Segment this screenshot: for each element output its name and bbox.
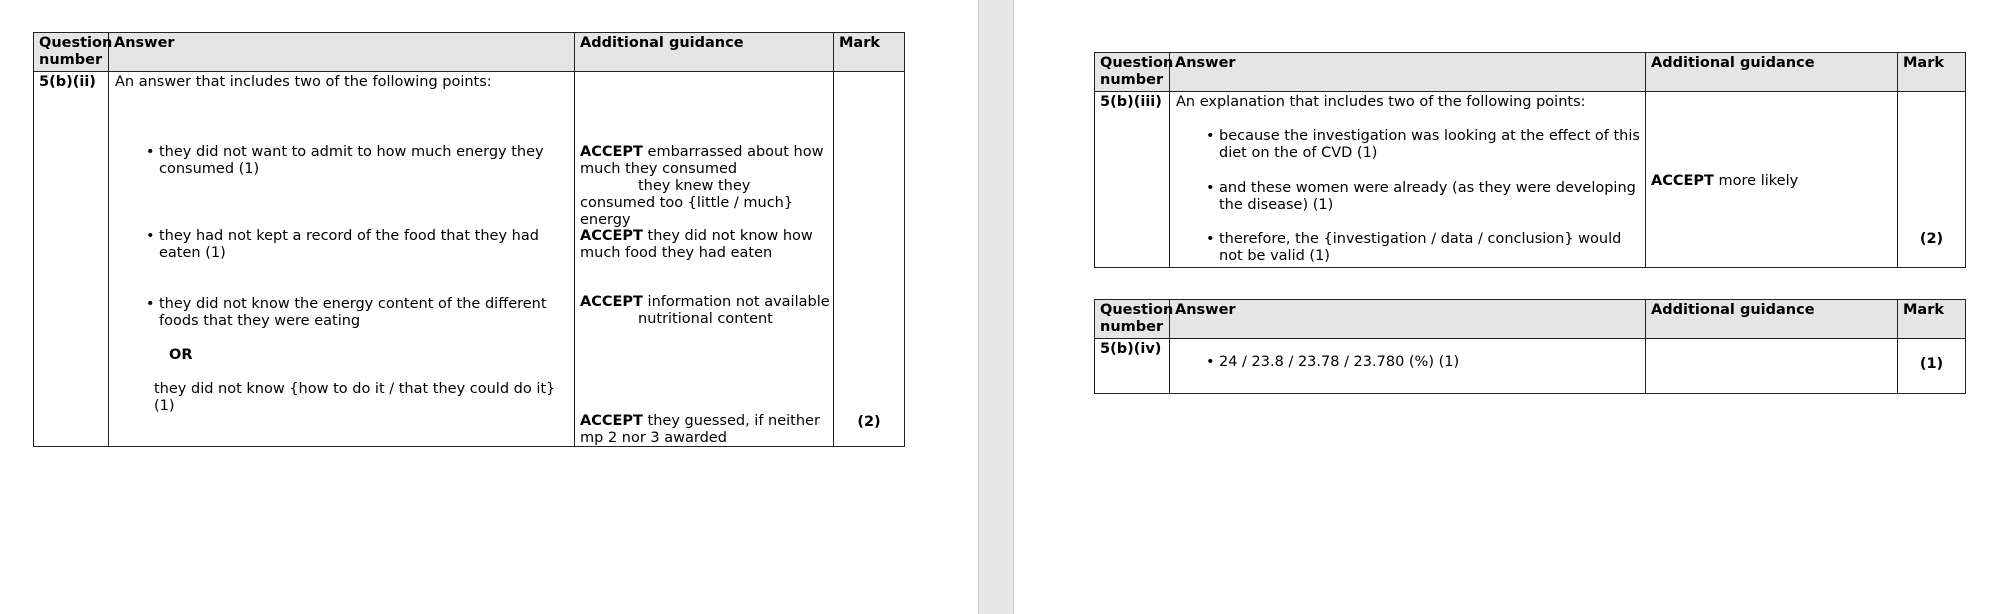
bullet-icon: • [146, 228, 155, 244]
markscheme-table-5biii [1094, 52, 1966, 268]
header-additional-guidance: Additional guidance [575, 33, 834, 72]
mark-value: (1) [1919, 356, 1944, 372]
mark-cell [1898, 92, 1966, 268]
table-header-row [1095, 53, 1966, 92]
header-answer: Answer [1170, 300, 1646, 339]
answer-cell [1170, 339, 1646, 394]
table-row [1095, 92, 1966, 268]
answer-intro: An explanation that includes two of the following points: [1176, 94, 1586, 110]
header-answer: Answer [1170, 53, 1646, 92]
table-header-row [1095, 300, 1966, 339]
bullet-icon: • [1206, 180, 1215, 196]
mark-value: (2) [857, 414, 881, 430]
header-additional-guidance: Additional guidance [1646, 300, 1898, 339]
table-row [34, 72, 905, 447]
answer-point: • 24 / 23.8 / 23.78 / 23.780 (%) (1) [1206, 354, 1460, 370]
markscheme-table-5biv [1094, 299, 1966, 394]
header-answer: Answer [109, 33, 575, 72]
guidance-cell [1646, 92, 1898, 268]
guidance-cell [1646, 339, 1898, 394]
header-question-number: Question number [1095, 300, 1170, 339]
answer-intro: An answer that includes two of the following points: [115, 74, 492, 90]
guidance-item: they knew they consumed too {little / much} energy [580, 178, 794, 228]
header-question-number: Question number [34, 33, 109, 72]
mark-cell [1898, 339, 1966, 394]
header-question-number: Question number [1095, 53, 1170, 92]
guidance-item: nutritional content [638, 311, 773, 327]
answer-cell [109, 72, 575, 447]
table-row [1095, 339, 1966, 394]
answer-point: • therefore, the {investigation / data / conclusion} would not be valid (1) [1206, 231, 1622, 264]
guidance-item: ACCEPT information not available [580, 294, 830, 310]
or-label: OR [169, 347, 193, 363]
question-number: 5(b)(iii) [1095, 92, 1170, 268]
answer-point: • they did not want to admit to how much energy they consumed (1) [146, 144, 544, 177]
table-header-row [34, 33, 905, 72]
question-number: 5(b)(iv) [1095, 339, 1170, 394]
answer-point: • they had not kept a record of the food that they had eaten (1) [146, 228, 539, 261]
answer-point: • and these women were already (as they were developing the disease) (1) [1206, 180, 1636, 213]
guidance-item: ACCEPT more likely [1651, 173, 1799, 189]
question-number: 5(b)(ii) [34, 72, 109, 447]
bullet-icon: • [146, 296, 155, 312]
header-mark: Mark [834, 33, 905, 72]
answer-point: • they did not know the energy content of the different foods that they were eating [146, 296, 547, 329]
page-gutter [978, 0, 1014, 614]
mark-value: (2) [1919, 231, 1944, 247]
answer-point: • because the investigation was looking at the effect of this diet on the of CVD (1) [1206, 128, 1640, 161]
header-mark: Mark [1898, 300, 1966, 339]
guidance-item: ACCEPT they guessed, if neither mp 2 nor 3 awarded [580, 413, 820, 446]
answer-alt-point: they did not know {how to do it / that they could do it} (1) [154, 381, 556, 414]
markscheme-table-5bii [33, 32, 905, 447]
answer-cell [1170, 92, 1646, 268]
header-mark: Mark [1898, 53, 1966, 92]
guidance-item: ACCEPT embarrassed about how much they consumed [580, 144, 824, 177]
bullet-icon: • [1206, 354, 1215, 370]
guidance-cell [575, 72, 834, 447]
guidance-item: ACCEPT they did not know how much food they had eaten [580, 228, 813, 261]
bullet-icon: • [146, 144, 155, 160]
header-additional-guidance: Additional guidance [1646, 53, 1898, 92]
bullet-icon: • [1206, 128, 1215, 144]
mark-cell [834, 72, 905, 447]
bullet-icon: • [1206, 231, 1215, 247]
